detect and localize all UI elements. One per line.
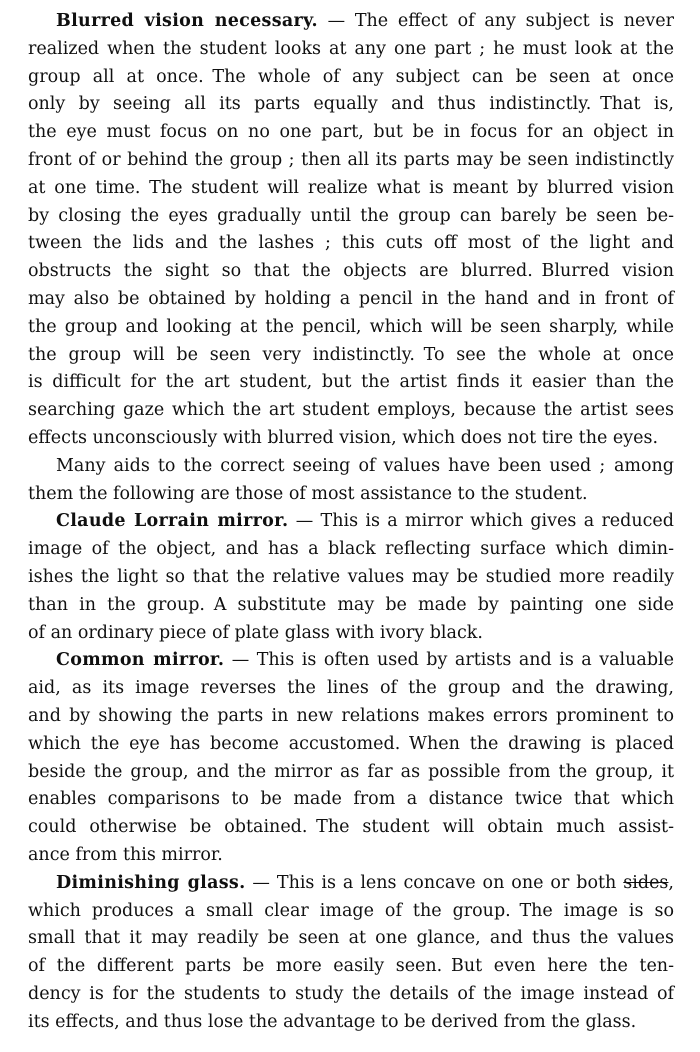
text-segment: only by seeing all its parts equally and thus indistinctly. That is, [28, 94, 674, 115]
section-heading: Blurred vision necessary. [56, 11, 318, 31]
text-line [28, 508, 674, 536]
text-segment: its effects, and thus lose the advantage to be derived from the glass. [28, 1011, 637, 1032]
text-line [28, 397, 674, 425]
text-line [28, 425, 674, 453]
paragraph-blurred-vision-necessary [28, 8, 674, 453]
paragraph-common-mirror [28, 647, 674, 869]
paragraph-diminishing-glass [28, 870, 674, 1037]
text-line [28, 703, 674, 731]
text-line [28, 453, 674, 481]
text-segment: aid, as its image reverses the lines of the group and the drawing, [28, 678, 674, 699]
text-line [28, 230, 674, 258]
text-segment: may also be obtained by holding a pencil in the hand and in front of [28, 288, 674, 309]
text-segment: — This is often used by artists and is a valuable [224, 650, 674, 671]
text-segment: beside the group, and the mirror as far as possible from the group, it [28, 761, 674, 782]
text-segment: image of the object, and has a black reflecting surface which dimin- [28, 539, 674, 560]
text-line [28, 203, 674, 231]
section-heading: Common mirror. [56, 650, 225, 671]
text-segment: small that it may readily be seen at one glance, and thus the values [28, 928, 674, 949]
text-line [28, 342, 674, 370]
text-line [28, 731, 674, 759]
text-line [28, 675, 674, 703]
text-line [28, 647, 674, 675]
struck-word: sides [623, 872, 669, 893]
text-segment: realized when the student looks at any one part ; he must look at the [28, 38, 674, 59]
text-segment: dency is for the students to study the details of the image instead of [28, 983, 674, 1004]
text-segment: of an ordinary piece of plate glass with ivory black. [28, 622, 483, 643]
section-heading: Claude Lorrain mirror. [56, 511, 289, 532]
text-segment: — This is a mirror which gives a reduced [288, 511, 674, 532]
text-line [28, 870, 674, 898]
text-line [28, 64, 674, 92]
text-line [28, 981, 674, 1009]
text-segment: could otherwise be obtained. The student will obtain much assist- [28, 817, 674, 838]
body-text [28, 8, 674, 1036]
text-line [28, 314, 674, 342]
text-line [28, 536, 674, 564]
text-segment: by closing the eyes gradually until the group can barely be seen be- [28, 205, 674, 226]
text-segment: group all at once. The whole of any subject can be seen at once [28, 66, 674, 87]
text-line [28, 898, 674, 926]
text-line [28, 91, 674, 119]
text-line [28, 564, 674, 592]
text-segment: tween the lids and the lashes ; this cuts off most of the light and [28, 233, 674, 254]
section-heading: Diminishing glass. [56, 872, 246, 893]
text-line [28, 786, 674, 814]
text-segment: at one time. The student will realize what is meant by blurred vision [28, 177, 674, 198]
text-line [28, 119, 674, 147]
text-line [28, 592, 674, 620]
text-segment: ance from this mirror. [28, 844, 223, 865]
text-line [28, 8, 674, 36]
text-line [28, 814, 674, 842]
text-segment: front of or behind the group ; then all its parts may be seen indistinctly [28, 149, 674, 170]
text-segment: and by showing the parts in new relations makes errors prominent to [28, 705, 674, 726]
text-line [28, 842, 674, 870]
text-segment: than in the group. A substitute may be made by painting one side [28, 594, 674, 615]
text-segment: the group and looking at the pencil, which will be seen sharply, while [28, 316, 674, 337]
text-line [28, 369, 674, 397]
text-segment: obstructs the sight so that the objects are blurred. Blurred vision [28, 261, 674, 282]
text-line [28, 175, 674, 203]
text-line [28, 286, 674, 314]
text-line [28, 620, 674, 648]
text-segment: Many aids to the correct seeing of values have been used ; among [56, 455, 674, 476]
text-line [28, 925, 674, 953]
text-segment: , [668, 872, 674, 893]
paragraph-many-aids [28, 453, 674, 509]
text-segment: enables comparisons to be made from a distance twice that which [28, 789, 674, 810]
text-line [28, 481, 674, 509]
text-segment: is difficult for the art student, but the artist finds it easier than the [28, 372, 674, 393]
text-segment: — This is a lens concave on one or both [245, 872, 624, 893]
text-segment: which the eye has become accustomed. When the drawing is placed [28, 733, 674, 754]
text-line [28, 147, 674, 175]
text-segment: searching gaze which the art student employs, because the artist sees [28, 400, 674, 421]
text-line [28, 36, 674, 64]
text-line [28, 258, 674, 286]
text-line [28, 759, 674, 787]
text-segment: which produces a small clear image of the group. The image is so [28, 900, 674, 921]
text-line [28, 953, 674, 981]
text-segment: the group will be seen very indistinctly. To see the whole at once [28, 344, 674, 365]
text-segment: them the following are those of most assistance to the student. [28, 483, 588, 504]
paragraph-claude-lorrain-mirror [28, 508, 674, 647]
text-segment: ishes the light so that the relative values may be studied more readily [28, 566, 674, 587]
text-segment: — The effect of any subject is never [317, 11, 674, 31]
text-segment: effects unconsciously with blurred vision, which does not tire the eyes. [28, 427, 659, 448]
text-segment: of the different parts be more easily seen. But even here the ten- [28, 956, 674, 977]
text-segment: the eye must focus on no one part, but be in focus for an object in [28, 122, 674, 143]
text-line [28, 1009, 674, 1037]
